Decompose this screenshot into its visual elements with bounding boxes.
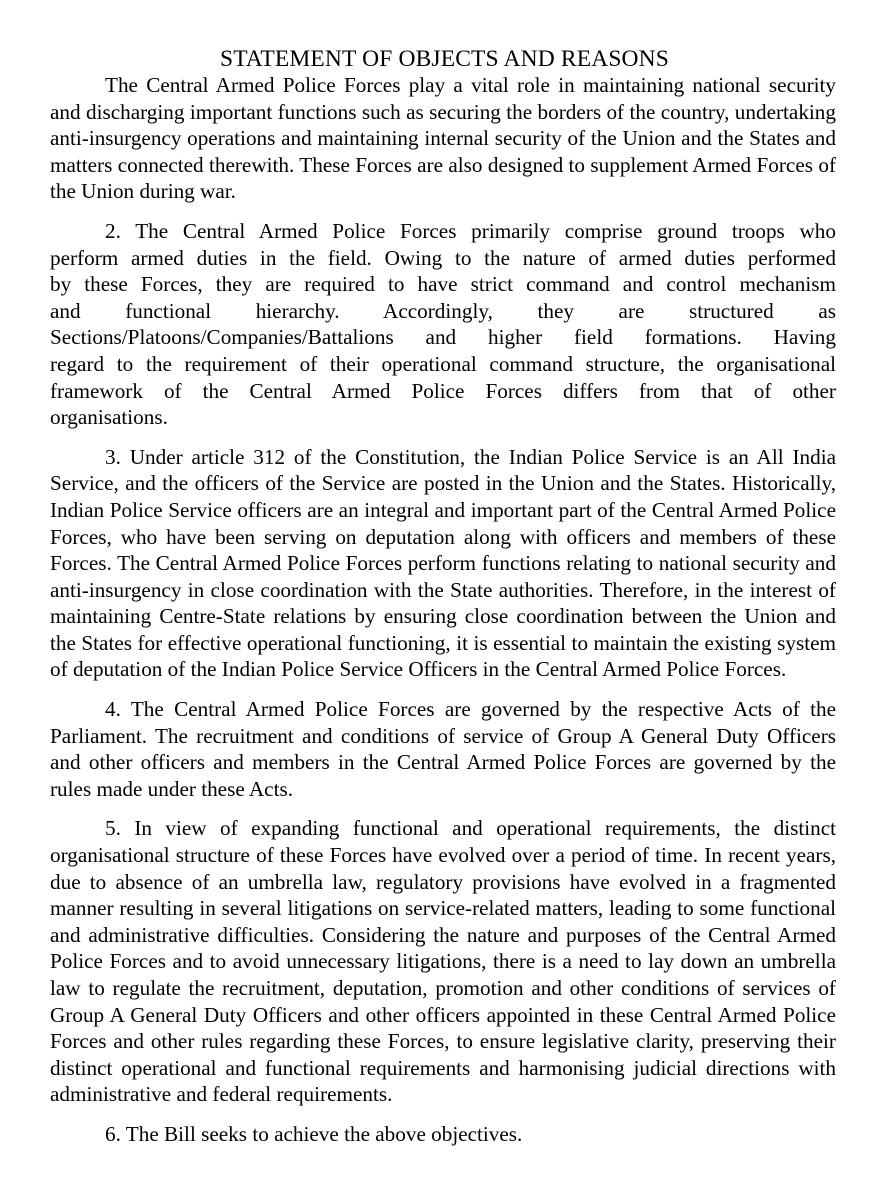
paragraph-2-line-4: and functional hierarchy. Accordingly, they are structured as — [50, 298, 836, 323]
paragraph-1: The Central Armed Police Forces play a vital role in maintaining national security and discharging important functions such as securing the borders of the country, undertaking anti-insurgency operations and maintaining internal security of the Union and the States and matters connected therewith. These Forces are also designed to supplement Armed Forces of the Union during war. — [50, 73, 836, 204]
paragraph-4: 4. The Central Armed Police Forces are governed by the respective Acts of the Parliament. The recruitment and conditions of service of Group A General Duty Officers and other officers and members in the Central Armed Police Forces are governed by the rules made under these Acts. — [50, 697, 836, 801]
paragraph-2-line-1: 2. The Central Armed Police Forces primarily comprise ground troops who — [105, 218, 836, 243]
paragraph-2-line-7: framework of the Central Armed Police Forces differs from that of other — [50, 378, 836, 403]
page-title: STATEMENT OF OBJECTS AND REASONS — [219, 45, 670, 72]
paragraph-2-line-8: organisations. — [50, 405, 168, 430]
paragraph-6: 6. The Bill seeks to achieve the above objectives. — [105, 1121, 523, 1146]
paragraph-2-line-5: Sections/Platoons/Companies/Battalions and higher field formations. Having — [50, 325, 836, 350]
paragraph-2-line-6: regard to the requirement of their operational command structure, the organisational — [50, 351, 836, 376]
paragraph-2-line-2: perform armed duties in the field. Owing to the nature of armed duties performed — [50, 245, 836, 270]
paragraph-2-line-3: by these Forces, they are required to have strict command and control mechanism — [50, 272, 836, 297]
paragraph-5: 5. In view of expanding functional and operational requirements, the distinct organisational structure of these Forces have evolved over a period of time. In recent years, due to absence of an umbrella law, regulatory provisions have evolved in a fragmented manner resulting in several litigations on service-related matters, leading to some functional and administrative difficulties. Considering the nature and purposes of the Central Armed Police Forces and to avoid unnecessary litigations, there is a need to lay down an umbrella law to regulate the recruitment, deputation, promotion and other conditions of services of Group A General Duty Officers and other officers appointed in these Central Armed Police Forces and other rules regarding these Forces, to ensure legislative clarity, preserving their distinct operational and functional requirements and harmonising judicial directions with administrative and federal requirements. — [50, 816, 836, 1107]
paragraph-3: 3. Under article 312 of the Constitution, the Indian Police Service is an All India Service, and the officers of the Service are posted in the Union and the States. Historically, Indian Police Service officers are an integral and important part of the Central Armed Police Forces, who have been serving on deputation along with officers and members of these Forces. The Central Armed Police Forces perform functions relating to national security and anti-insurgency in close coordination with the State authorities. Therefore, in the interest of maintaining Centre-State relations by ensuring close coordination between the Union and the States for effective operational functioning, it is essential to maintain the existing system of deputation of the Indian Police Service Officers in the Central Armed Police Forces. — [50, 444, 836, 682]
paragraph-2 — [50, 218, 836, 431]
document-body — [50, 72, 836, 1148]
